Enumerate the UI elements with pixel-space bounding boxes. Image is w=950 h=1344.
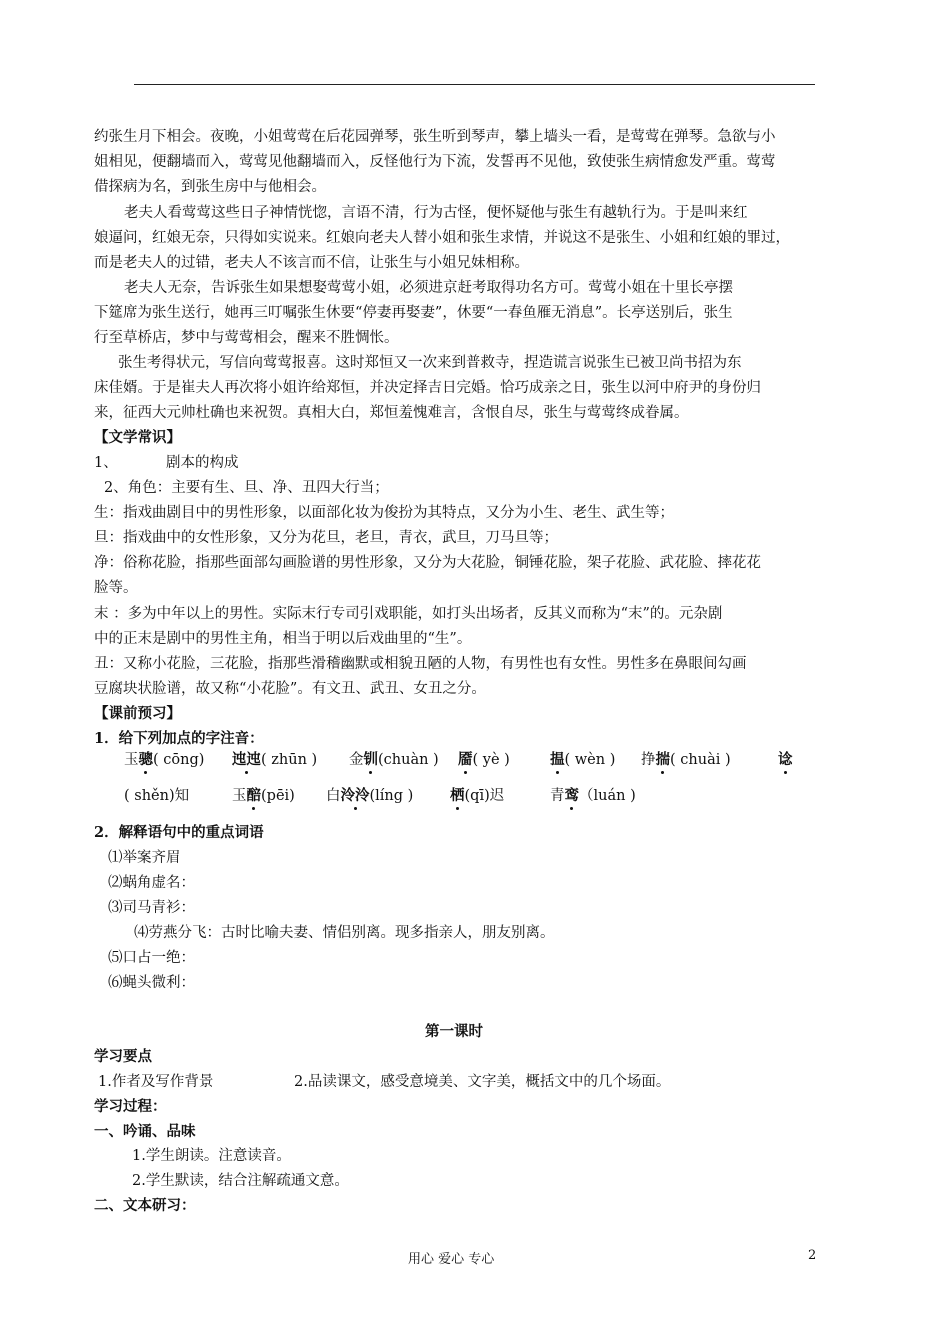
term-2: ⑵蜗角虚名： xyxy=(108,875,195,891)
pinyin-text: ( chuài ) xyxy=(670,752,731,768)
pinyin-item xyxy=(550,750,615,770)
preview-question-2: 2．解释语句中的重点词语 xyxy=(94,824,264,841)
pinyin-item: 白泠泠(líng ) xyxy=(326,787,414,804)
term-5: ⑸口占一绝： xyxy=(108,950,195,966)
pinyin-text: ( cōng) xyxy=(153,752,205,768)
section-2-heading: 二、文本研习： xyxy=(94,1197,196,1214)
pinyin-text: (qī)迟 xyxy=(464,788,505,804)
story-line-8: 下筵席为张生送行，她再三叮嘱张生休要“停妻再娶妻”，休要“一春鱼雁无消息”。长亭送别后，张生 xyxy=(94,305,733,321)
pinyin-item xyxy=(450,786,504,806)
pinyin-item: 玉骢( cōng) xyxy=(124,751,205,768)
pinyin-text: （luán ) xyxy=(579,788,636,804)
literature-line-8: 丑：又称小花脸，三花脸，指那些滑稽幽默或相貌丑陋的人物，有男性也有女性。男性多在鼻眼间勾画 xyxy=(94,656,747,672)
study-point-1: 1.作者及写作背景 xyxy=(98,1074,214,1090)
literature-line-5: 脸等。 xyxy=(94,580,138,596)
story-line-10: 张生考得状元，写信向莺莺报喜。这时郑恒又一次来到普救寺，捏造谎言说张生已被卫尚书招为东 xyxy=(118,355,742,371)
pinyin-item: 挣揣( chuài ) xyxy=(641,751,731,768)
literature-item1-number: 1、 xyxy=(94,455,118,471)
pinyin-text: (chuàn ) xyxy=(378,752,439,768)
section-1-heading: 一、吟诵、品味 xyxy=(94,1123,196,1140)
pinyin-item: 青鸾（luán ) xyxy=(550,787,636,804)
pinyin-item: 玉醅(pēi) xyxy=(232,787,295,804)
dotted-character: 靥 xyxy=(458,751,473,768)
pinyin-text: (pēi) xyxy=(261,788,295,804)
dotted-character: 醅 xyxy=(246,787,261,804)
term-6: ⑹蝇头微利： xyxy=(108,975,195,991)
preview-question-1: 1．给下列加点的字注音： xyxy=(94,730,264,747)
preview-heading: 【课前预习】 xyxy=(94,705,181,722)
pinyin-item xyxy=(778,750,793,770)
term-3: ⑶司马青衫： xyxy=(108,900,195,916)
step-1: 1.学生朗读。注意读音。 xyxy=(132,1148,291,1164)
literature-line-4: 净：俗称花脸，指那些面部勾画脸谱的男性形象，又分为大花脸，铜锤花脸，架子花脸、武花脸、摔花花 xyxy=(94,555,761,571)
story-line-12: 来，征西大元帅杜确也来祝贺。真相大白，郑恒羞愧难言，含恨自尽，张生与莺莺终成眷属。 xyxy=(94,405,689,421)
story-line-3: 借探病为名，到张生房中与他相会。 xyxy=(94,179,326,195)
dotted-character: 骢 xyxy=(138,751,153,768)
process-heading: 学习过程： xyxy=(94,1098,167,1115)
story-line-1: 约张生月下相会。夜晚，小姐莺莺在后花园弹琴，张生听到琴声，攀上墙头一看，是莺莺在弹琴。急欲与小 xyxy=(94,129,776,145)
story-line-7: 老夫人无奈，告诉张生如果想娶莺莺小姐，必须进京赶考取得功名方可。莺莺小姐在十里长亭摆 xyxy=(124,280,733,296)
pinyin-text: ( yè ) xyxy=(472,752,510,768)
pinyin-text: ( wèn ) xyxy=(564,752,616,768)
pinyin-text: ( shěn)知 xyxy=(124,788,190,804)
literature-line-2: 生：指戏曲剧目中的男性形象，以面部化妆为俊扮为其特点，又分为小生、老生、武生等； xyxy=(94,505,674,521)
literature-line-1: 2、角色：主要有生、旦、净、丑四大行当； xyxy=(104,480,389,496)
literature-line-7: 中的正末是剧中的男性主角，相当于明以后戏曲里的“生”。 xyxy=(94,631,472,647)
story-line-9: 行至草桥店，梦中与莺莺相会，醒来不胜惆怅。 xyxy=(94,330,399,346)
story-line-2: 姐相见，便翻墙而入，莺莺见他翻墙而入，反怪他行为下流，发誓再不见他，致使张生病情愈发严重。莺莺 xyxy=(94,154,776,170)
literature-heading: 【文学常识】 xyxy=(94,429,181,446)
pinyin-item: 金钏(chuàn ) xyxy=(349,751,439,768)
pinyin-text: (líng ) xyxy=(369,788,414,804)
literature-line-9: 豆腐块状脸谱，故又称“小花脸”。有文丑、武丑、女丑之分。 xyxy=(94,681,486,697)
literature-line-3: 旦：指戏曲中的女性形象，又分为花旦，老旦，青衣，武旦，刀马旦等； xyxy=(94,530,558,546)
story-line-5: 娘逼问，红娘无奈，只得如实说来。红娘向老夫人替小姐和张生求情，并说这不是张生、小姐和红娘的罪过， xyxy=(94,230,790,246)
header-rule xyxy=(134,84,815,85)
term-1: ⑴举案齐眉 xyxy=(108,850,181,866)
step-2: 2.学生默读，结合注解疏通文意。 xyxy=(132,1173,349,1189)
dotted-character: 揣 xyxy=(655,751,670,768)
pinyin-text: ( zhūn ) xyxy=(261,752,318,768)
dotted-character: 栖 xyxy=(450,787,465,804)
dotted-character: 钏 xyxy=(363,751,378,768)
dotted-character: 迍迍 xyxy=(232,751,261,768)
story-line-4: 老夫人看莺莺这些日子神情恍惚，言语不清，行为古怪，便怀疑他与张生有越轨行为。于是叫来红 xyxy=(124,205,748,221)
literature-item1-text: 剧本的构成 xyxy=(166,455,239,471)
story-line-11: 床佳婿。于是崔夫人再次将小姐许给郑恒，并决定择吉日完婚。恰巧成亲之日，张生以河中府尹的身份归 xyxy=(94,380,761,396)
dotted-character: 鸾 xyxy=(564,787,579,804)
study-point-2: 2.品读课文，感受意境美、文字美，概括文中的几个场面。 xyxy=(294,1074,671,1090)
page-number: 2 xyxy=(808,1248,817,1263)
study-points-heading: 学习要点 xyxy=(94,1048,152,1065)
footer-motto: 用心 爱心 专心 xyxy=(408,1252,495,1267)
literature-line-6: 末 ：多为中年以上的男性。实际末行专司引戏职能，如打头出场者，反其义而称为“末”的。元杂剧 xyxy=(94,606,723,622)
dotted-character: 泠泠 xyxy=(340,787,370,804)
term-4: ⑷劳燕分飞：古时比喻夫妻、情侣别离。现多指亲人，朋友别离。 xyxy=(134,925,555,941)
pinyin-item xyxy=(124,786,189,806)
story-line-6: 而是老夫人的过错，老夫人不该言而不信，让张生与小姐兄妹相称。 xyxy=(94,255,529,271)
lesson-title: 第一课时 xyxy=(425,1023,483,1040)
pinyin-item xyxy=(458,750,510,770)
dotted-character: 揾 xyxy=(550,751,565,768)
dotted-character: 谂 xyxy=(778,751,793,768)
pinyin-item xyxy=(232,750,317,770)
